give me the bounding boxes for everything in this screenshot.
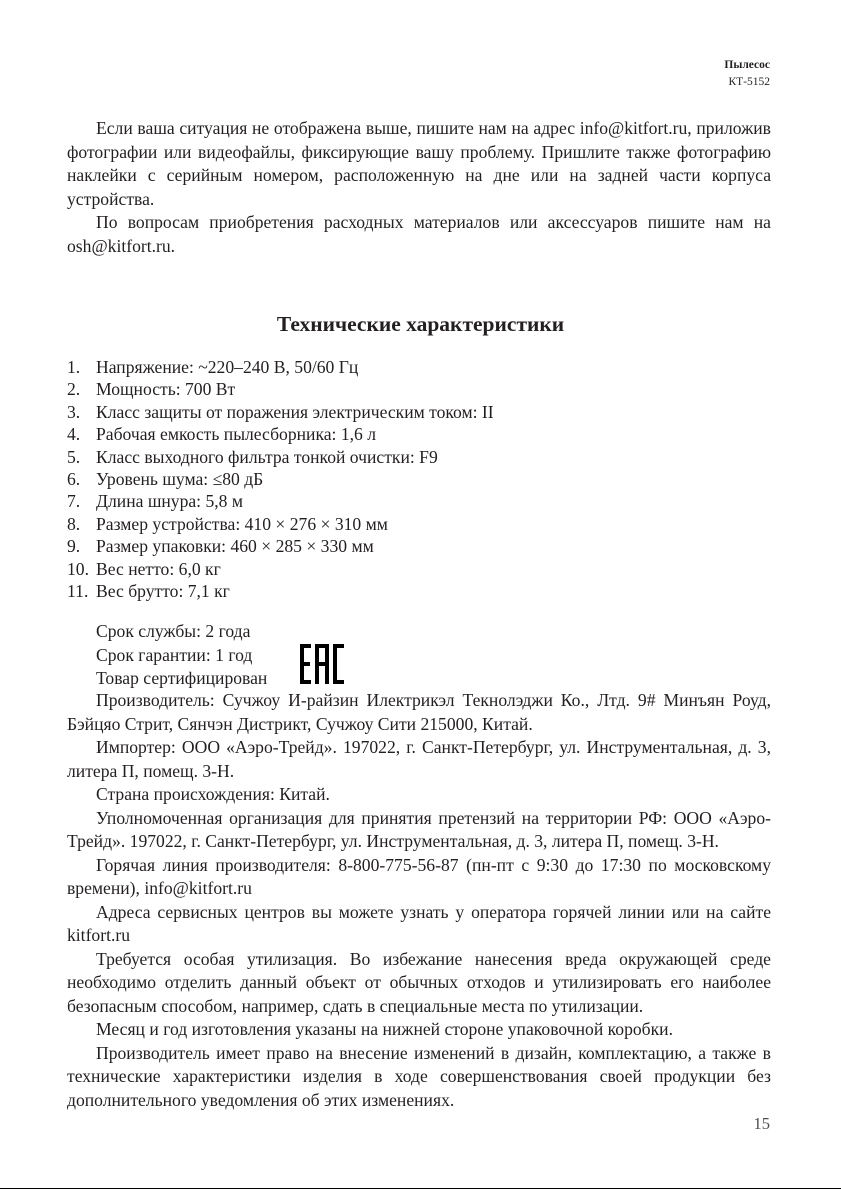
- authorized-organization-paragraph: Уполномоченная организация для принятия претензий на территории РФ: ООО «Аэро-Трейд». 197022, г. Санкт-Петербург, ул. Инструментальная, д. 3, литера П, помещ. 3-Н.: [67, 807, 771, 851]
- spec-number: 9.: [67, 536, 81, 557]
- spec-text: Размер устройства: 410 × 276 × 310 мм: [96, 513, 388, 534]
- spec-item: [67, 490, 771, 512]
- spec-number: 8.: [67, 513, 81, 534]
- intro-paragraph: Если ваша ситуация не отображена выше, пишите нам на адрес info@kitfort.ru, приложив фотографии или видеофайлы, фиксирующие вашу проблему. Пришлите также фотографию наклейки с серийным номером, расположенную на дне или на задней части корпуса устройства.: [67, 118, 771, 209]
- spec-number: 5.: [67, 446, 81, 467]
- spec-number: 1.: [67, 357, 81, 377]
- specs-list: [67, 356, 771, 602]
- running-header: [724, 57, 770, 91]
- spec-text: Рабочая емкость пылесборника: 1,6 л: [96, 424, 376, 445]
- origin-paragraph: Страна происхождения: Китай.: [96, 784, 330, 804]
- spec-text: Напряжение: ~220–240 В, 50/60 Гц: [96, 357, 359, 377]
- spec-item: [67, 401, 771, 423]
- spec-text: Размер упаковки: 460 × 285 × 330 мм: [96, 536, 374, 557]
- spec-text: Вес нетто: 6,0 кг: [96, 558, 221, 579]
- spec-item: [67, 356, 771, 378]
- spec-text: Вес брутто: 7,1 кг: [96, 581, 230, 602]
- spec-number: 10.: [67, 558, 89, 579]
- spec-number: 4.: [67, 424, 81, 445]
- page-number: 15: [753, 1114, 770, 1133]
- spec-text: Уровень шума: ≤80 дБ: [96, 469, 264, 490]
- spec-number: 7.: [67, 491, 81, 512]
- header-model-number: КТ-5152: [728, 76, 770, 88]
- manufacture-date-paragraph: Месяц и год изготовления указаны на нижней стороне упаковочной коробки.: [96, 1019, 673, 1039]
- warranty-period: Срок гарантии: 1 год: [96, 644, 253, 665]
- spec-item: [67, 378, 771, 400]
- disposal-paragraph: Требуется особая утилизация. Во избежание нанесения вреда окружающей среде необходимо отделить данный объект от обычных отходов и утилизировать его наиболее безопасным способом, например, сдать в специальные места по утилизации.: [67, 948, 771, 1016]
- spec-item: [67, 580, 771, 602]
- spec-number: 6.: [67, 469, 81, 490]
- spec-text: Класс защиты от поражения электрическим током: II: [96, 401, 494, 422]
- spec-item: [67, 446, 771, 468]
- header-product-name: Пылесос: [724, 59, 770, 71]
- eac-certification-mark-icon: [299, 641, 345, 687]
- service-life: Срок службы: 2 года: [96, 621, 251, 641]
- changes-disclaimer-paragraph: Производитель имеет право на внесение изменений в дизайн, комплектацию, а также в технические характеристики изделия в ходе совершенствования своей продукции без дополнительного уведомления об этих изменениях.: [67, 1042, 771, 1110]
- spec-item: [67, 558, 771, 580]
- spec-item: [67, 535, 771, 557]
- service-centers-paragraph: Адреса сервисных центров вы можете узнать у оператора горячей линии или на сайте kitfort.ru: [67, 901, 771, 945]
- manufacturer-paragraph: Производитель: Сучжоу И-райзин Илектрикэл Текнолэджи Ко., Лтд. 9# Минъян Роуд, Бэйцяо Стрит, Сянчэн Дистрикт, Сучжоу Сити 215000, Китай.: [67, 690, 771, 734]
- manufacturer-info-section: [67, 689, 771, 1112]
- spec-number: 2.: [67, 379, 81, 400]
- hotline-paragraph: Горячая линия производителя: 8-800-775-56-87 (пн-пт с 9:30 до 17:30 по московскому времени), info@kitfort.ru: [67, 854, 771, 898]
- spec-text: Длина шнура: 5,8 м: [96, 491, 243, 512]
- spec-item: [67, 513, 771, 535]
- importer-paragraph: Импортер: ООО «Аэро-Трейд». 197022, г. Санкт-Петербург, ул. Инструментальная, д. 3, литера П, помещ. 3-Н.: [67, 737, 771, 781]
- intro-paragraph: По вопросам приобретения расходных материалов или аксессуаров пишите нам на osh@kitfort.ru.: [67, 212, 771, 256]
- certification-note: Товар сертифицирован: [96, 668, 268, 688]
- spec-item: [67, 468, 771, 490]
- spec-text: Класс выходного фильтра тонкой очистки: F9: [96, 446, 438, 467]
- spec-text: Мощность: 700 Вт: [96, 379, 236, 400]
- spec-number: 11.: [67, 581, 89, 602]
- spec-number: 3.: [67, 401, 81, 422]
- bottom-divider: [0, 1188, 841, 1189]
- spec-item: [67, 423, 771, 445]
- intro-section: [67, 117, 771, 258]
- section-title: Технические характеристики: [276, 312, 565, 336]
